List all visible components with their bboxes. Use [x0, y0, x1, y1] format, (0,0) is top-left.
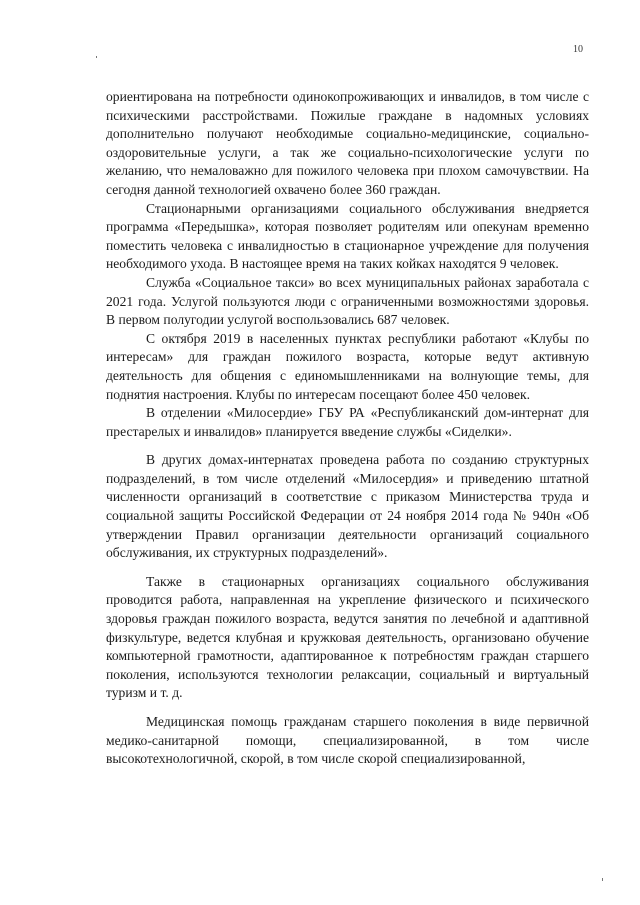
paragraph: Также в стационарных организациях социального обслуживания проводится работа, направленная на укрепление физического и психического здоровья граждан пожилого возраста, ведутся занятия по лечебной и адаптивной физкультуре, ведется клубная и кружковая деятельность, организовано обучение компьютерной грамотности, адаптированное к потребностям граждан старшего поколения, используются технологии релаксации, социальный и виртуальный туризм и т. д.	[106, 573, 589, 701]
scan-mark	[96, 56, 97, 58]
paragraph: В отделении «Милосердие» ГБУ РА «Республиканский дом-интернат для престарелых и инвалидов» планируется введение службы «Сиделки».	[106, 405, 589, 439]
scan-mark	[602, 878, 603, 881]
paragraph: С октября 2019 в населенных пунктах республики работают «Клубы по интересам» для граждан пожилого возраста, которые ведут активную деятельность для общения с единомышленниками на волнующие темы, для поднятия настроения. Клубы по интересам посещают более 450 человек.	[106, 330, 589, 402]
paragraph: Медицинская помощь гражданам старшего поколения в виде первичной медико-санитарной помощи, специализированной, в том числе высокотехнологичной, скорой, в том числе скорой специализированной,	[106, 714, 589, 767]
paragraph: ориентирована на потребности одинокопроживающих и инвалидов, в том числе с психическими расстройствами. Пожилые граждане в надомных условиях дополнительно получают необходимые социально-медицинские, социально-оздоровительные услуги, а так же социально-психологические услуги по желанию, что немаловажно для пожилого человека при плохом самочувствии. На сегодня данной технологией охвачено более 360 граждан.	[106, 89, 589, 197]
paragraph: Служба «Социальное такси» во всех муниципальных районах заработала с 2021 года. Услугой пользуются люди с ограниченными возможностями здоровья. В первом полугодии услугой воспользовались 687 человек.	[106, 274, 589, 328]
paragraph: В других домах-интернатах проведена работа по созданию структурных подразделений, в том числе отделений «Милосердия» и приведению штатной численности организаций в соответствие с приказом Министерства труда и социальной защиты Российской Федерации от 24 ноября 2014 года № 940н «Об утверждении Правил организации деятельности организаций социального обслуживания, их структурных подразделений».	[106, 452, 589, 561]
page-number: 10	[573, 44, 583, 55]
document-body	[106, 88, 589, 769]
paragraph: Стационарными организациями социального обслуживания внедряется программа «Передышка», которая позволяет родителям или опекунам временно поместить человека с инвалидностью в стационарное учреждение для получения необходимого ухода. В настоящее время на таких койках находятся 9 человек.	[106, 200, 589, 272]
